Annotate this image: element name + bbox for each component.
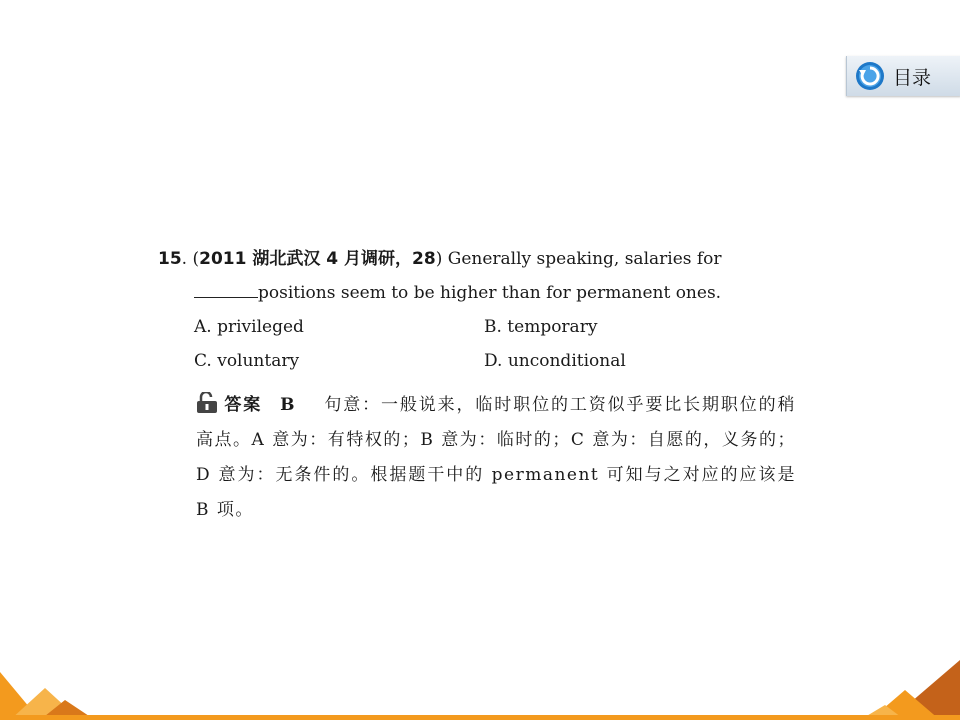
- unlock-icon: [196, 392, 218, 414]
- refresh-arrow-icon: [855, 61, 885, 91]
- toc-label: 目录: [893, 66, 932, 89]
- answer-blank: [194, 281, 258, 298]
- toc-button[interactable]: [846, 56, 960, 96]
- answer-block: [196, 388, 796, 528]
- footer-decoration: [0, 660, 960, 720]
- options-grid: [158, 310, 798, 378]
- option-b: B. temporary: [484, 317, 598, 337]
- question-source: 2011 湖北武汉 4 月调研，28: [199, 249, 436, 269]
- question-block: [158, 242, 798, 378]
- question-stem-line1: 15. (2011 湖北武汉 4 月调研，28) Generally speaking, salaries for: [158, 249, 722, 269]
- option-a: A. privileged: [194, 317, 304, 337]
- question-stem-line2: [158, 276, 798, 310]
- answer-explanation: 句意：一般说来，临时职位的工资似乎要比长期职位的稍高点。A 意为：有特权的；B 意为：临时的；C 意为：自愿的，义务的；D 意为：无条件的。根据题干中的 permanent 可知与之对应的应该是 B 项。: [196, 395, 797, 520]
- question-number: 15: [158, 249, 182, 269]
- question-stem-part2: positions seem to be higher than for permanent ones.: [258, 283, 722, 303]
- question-stem-part1: Generally speaking, salaries for: [447, 249, 722, 269]
- option-c: C. voluntary: [194, 351, 300, 371]
- answer-label: 答案: [224, 395, 263, 415]
- option-d: D. unconditional: [484, 351, 626, 371]
- answer-choice: B: [280, 395, 297, 415]
